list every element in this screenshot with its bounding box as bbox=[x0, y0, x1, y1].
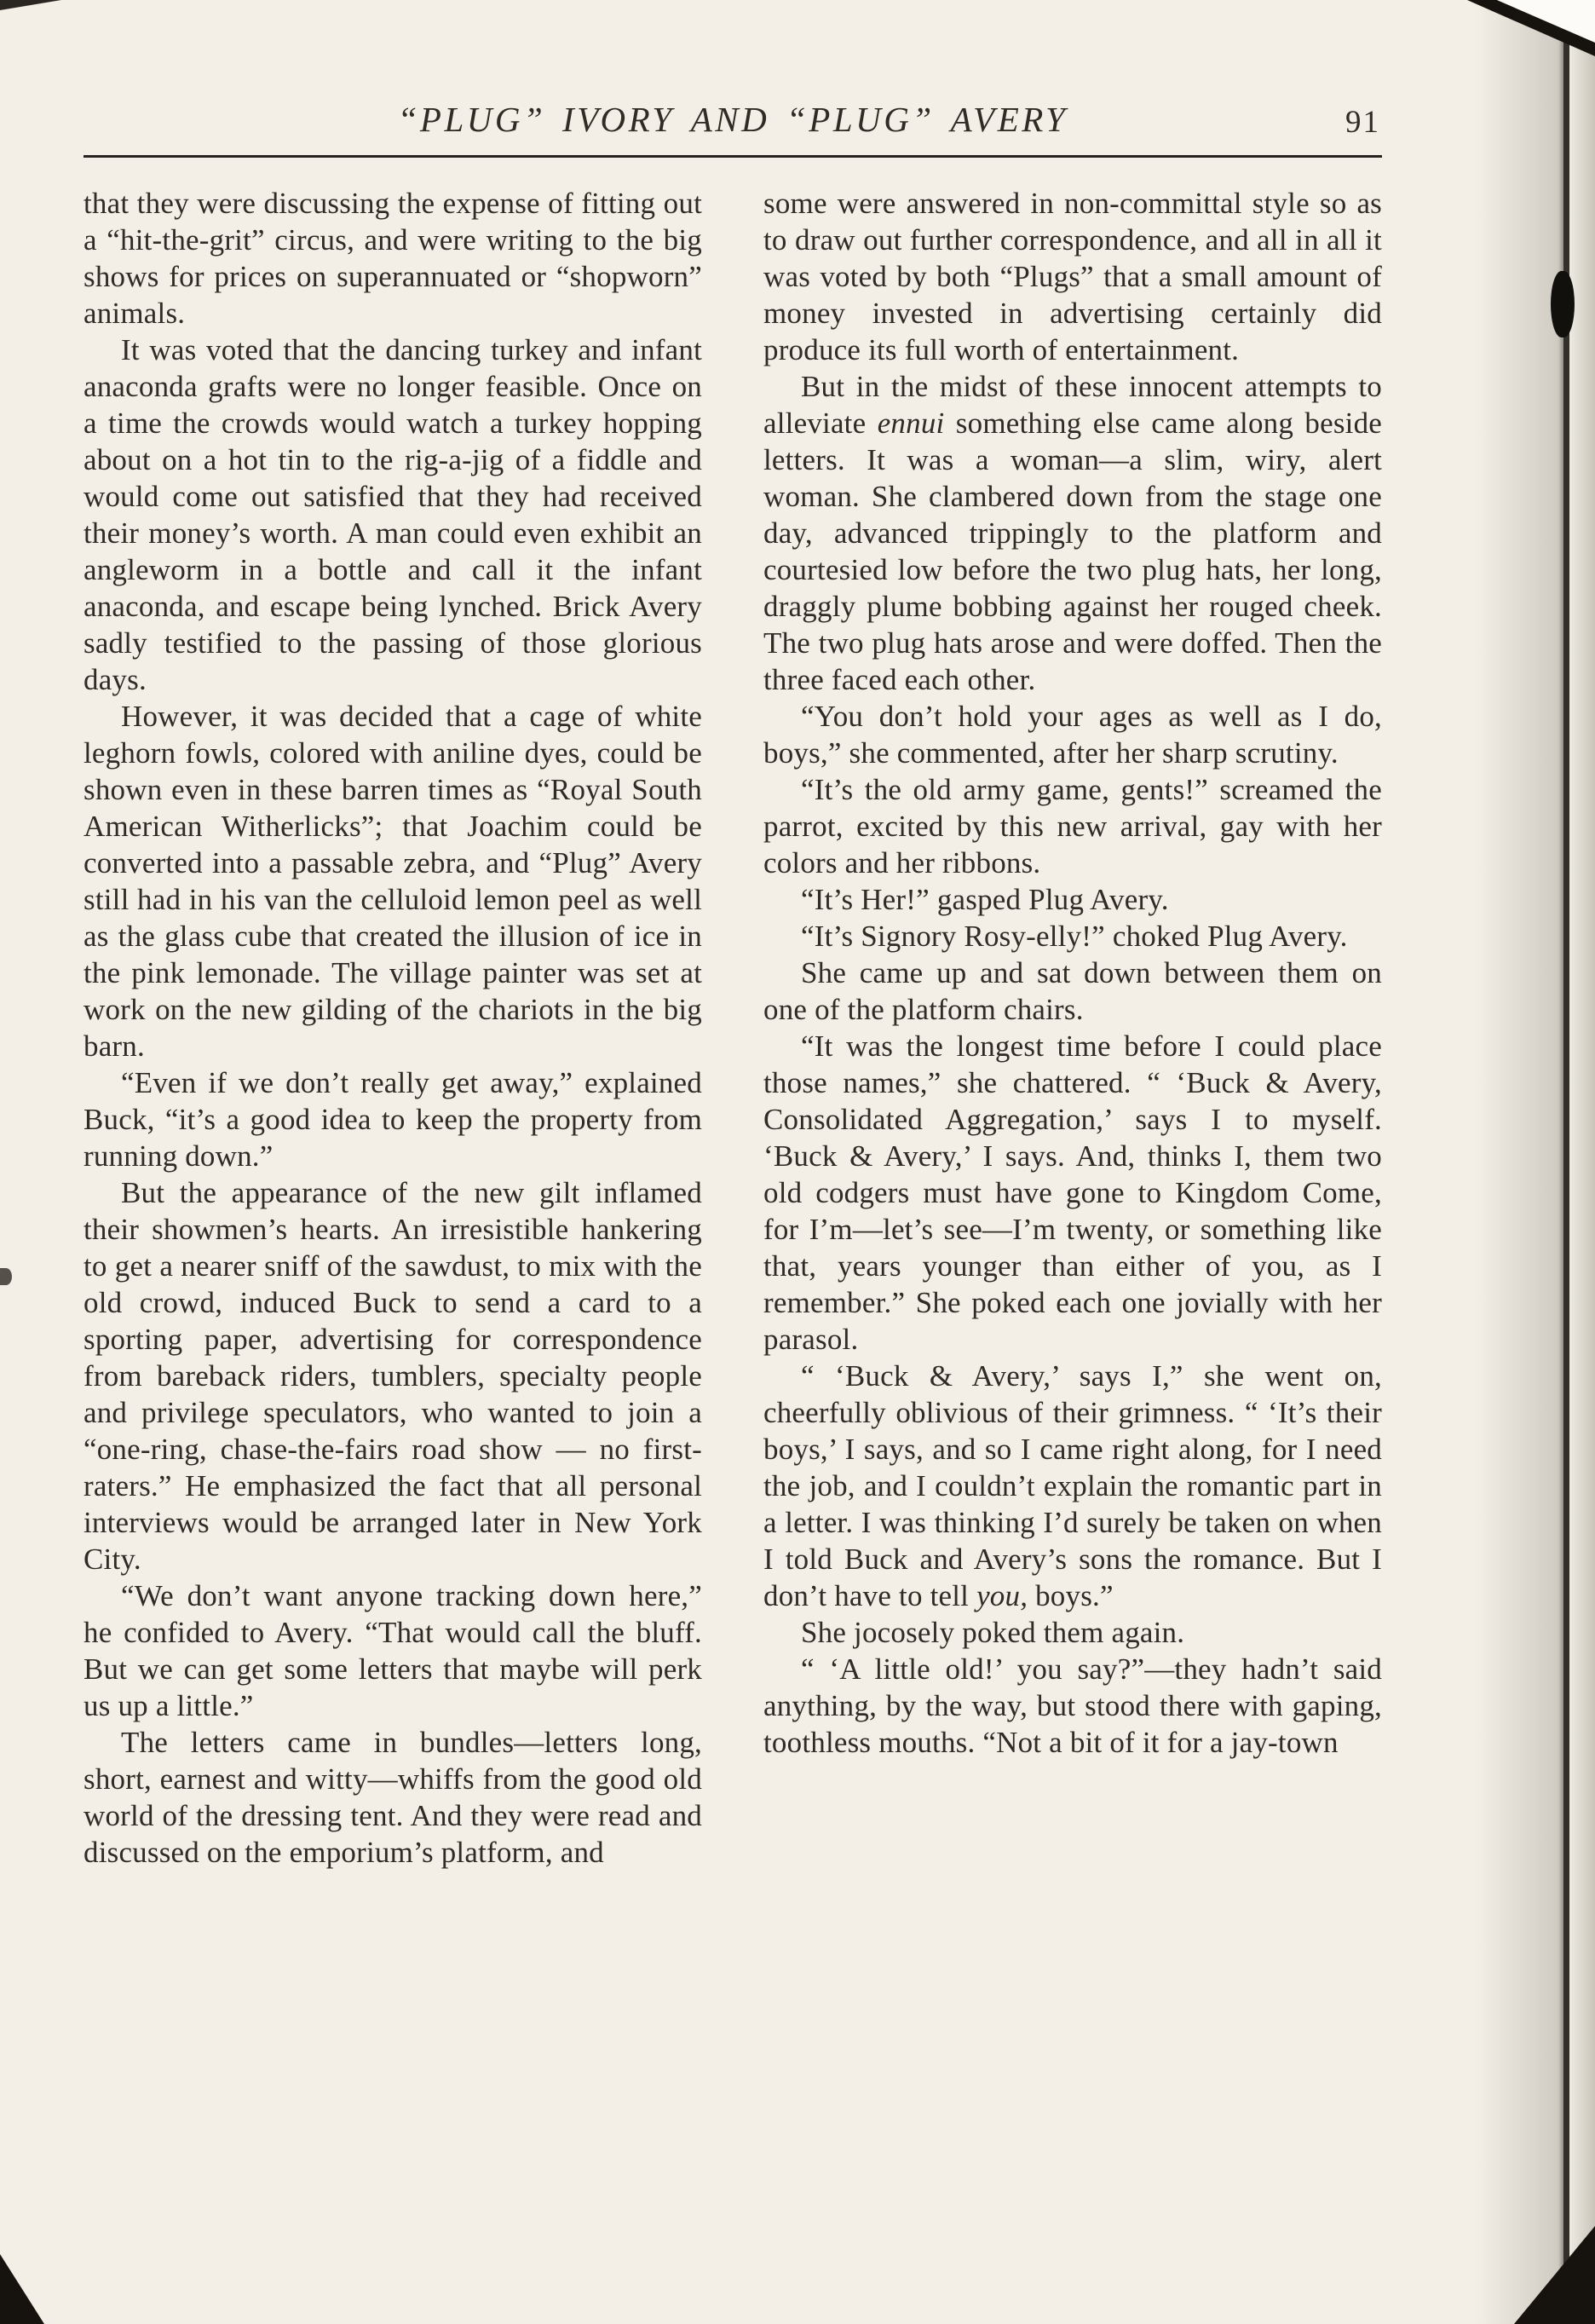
running-head-title: “PLUG” IVORY AND “PLUG” AVERY bbox=[397, 100, 1068, 139]
paragraph: She came up and sat down between them on one of the platform chairs. bbox=[763, 956, 1382, 1026]
text-columns bbox=[83, 185, 1382, 1871]
paragraph: She jocosely poked them again. bbox=[801, 1616, 1185, 1649]
paragraph: “You don’t hold your ages as well as I do, boys,” she commented, after her sharp scrutiny. bbox=[763, 700, 1382, 770]
right-column bbox=[763, 185, 1382, 1871]
paragraph: The letters came in bundles—letters long, short, earnest and witty—whiffs from the good old world of the dressing tent. And they were read and discussed on the emporium’s platform, and bbox=[83, 1726, 702, 1869]
paragraph: that they were discussing the expense of fitting out a “hit-the-grit” circus, and were writing to the big shows for prices on superannuated or “shopworn” animals. bbox=[83, 187, 702, 330]
scan-corner-bottom-left bbox=[0, 2254, 44, 2324]
page-edge-line bbox=[1563, 0, 1569, 2324]
paragraph: “Even if we don’t really get away,” explained Buck, “it’s a good idea to keep the property from running down.” bbox=[83, 1066, 702, 1173]
paragraph: “It’s Her!” gasped Plug Avery. bbox=[801, 883, 1169, 916]
paragraph: But in the midst of these innocent attempts to alleviate ennui something else came along beside letters. It was a woman—a slim, wiry, alert woman. She clambered down from the stage one day, advanced trippingly to the platform and courtesied low before the two plug hats, her long, draggly plume bobbing against her rouged cheek. The two plug hats arose and were doffed. Then the three faced each other. bbox=[763, 370, 1382, 696]
running-head bbox=[83, 99, 1382, 148]
page-edge-band bbox=[1569, 0, 1595, 2324]
scan-corner-top-left bbox=[0, 0, 61, 10]
scan-speck-left-edge bbox=[0, 1268, 12, 1285]
paragraph: It was voted that the dancing turkey and infant anaconda grafts were no longer feasible. Once on a time the crowds would watch a turkey hopping about on a hot tin to the rig-a-jig of a fiddle and would come out satisfied that they had received their money’s worth. A man could even exhibit an angleworm in a bottle and call it the infant anaconda, and escape being lynched. Brick Avery sadly testified to the passing of those glorious days. bbox=[83, 333, 702, 696]
scan-blotch-right-edge bbox=[1551, 271, 1575, 337]
paragraph: But the appearance of the new gilt inflamed their showmen’s hearts. An irresistible hankering to get a nearer sniff of the sawdust, to mix with the old crowd, induced Buck to send a card to a sporting paper, advertising for correspondence from bareback riders, tumblers, specialty people and privilege speculators, who wanted to join a “one-ring, chase-the-fairs road show — no first-raters.” He emphasized the fact that all personal interviews would be arranged later in New York City. bbox=[83, 1176, 702, 1576]
paragraph: “ ‘A little old!’ you say?”—they hadn’t said anything, by the way, but stood there with gaping, toothless mouths. “Not a bit of it for a jay-town bbox=[763, 1652, 1382, 1759]
scan-edge-shadow bbox=[1476, 0, 1569, 2324]
scan-corner-bottom-right bbox=[1514, 2226, 1595, 2324]
paragraph: However, it was decided that a cage of white leghorn fowls, colored with aniline dyes, could be shown even in these barren times as “Royal South American Witherlicks”; that Joachim could be converted into a passable zebra, and “Plug” Avery still had in his van the celluloid lemon peel as well as the glass cube that created the illusion of ice in the pink lemonade. The village painter was set at work on the new gilding of the chariots in the big barn. bbox=[83, 700, 702, 1063]
page-number: 91 bbox=[1345, 105, 1380, 140]
paragraph: “We don’t want anyone tracking down here,” he confided to Avery. “That would call the bluff. But we can get some letters that maybe will perk us up a little.” bbox=[83, 1579, 702, 1722]
paragraph: “It was the longest time before I could place those names,” she chattered. “ ‘Buck & Avery, Consolidated Aggregation,’ says I to myself. ‘Buck & Avery,’ I says. And, thinks I, them two old codgers must have gone to Kingdom Come, for I’m—let’s see—I’m twenty, or something like that, years younger than either of you, as I remember.” She poked each one jovially with her parasol. bbox=[763, 1029, 1382, 1356]
paragraph: some were answered in non-committal style so as to draw out further correspondence, and all in all it was voted by both “Plugs” that a small amount of money invested in advertising certainly did produce its full worth of entertainment. bbox=[763, 187, 1382, 366]
paragraph: “It’s Signory Rosy-elly!” choked Plug Avery. bbox=[801, 920, 1348, 953]
paragraph: “It’s the old army game, gents!” screamed the parrot, excited by this new arrival, gay with her colors and her ribbons. bbox=[763, 773, 1382, 879]
paragraph: “ ‘Buck & Avery,’ says I,” she went on, cheerfully oblivious of their grimness. “ ‘It’s their boys,’ I says, and so I came right along, for I need the job, and I couldn’t explain the romantic part in a letter. I was thinking I’d surely be taken on when I told Buck and Avery’s sons the romance. But I don’t have to tell you, boys.” bbox=[763, 1359, 1382, 1612]
page-content bbox=[83, 99, 1382, 1871]
left-column bbox=[83, 185, 702, 1871]
header-rule bbox=[83, 155, 1382, 158]
